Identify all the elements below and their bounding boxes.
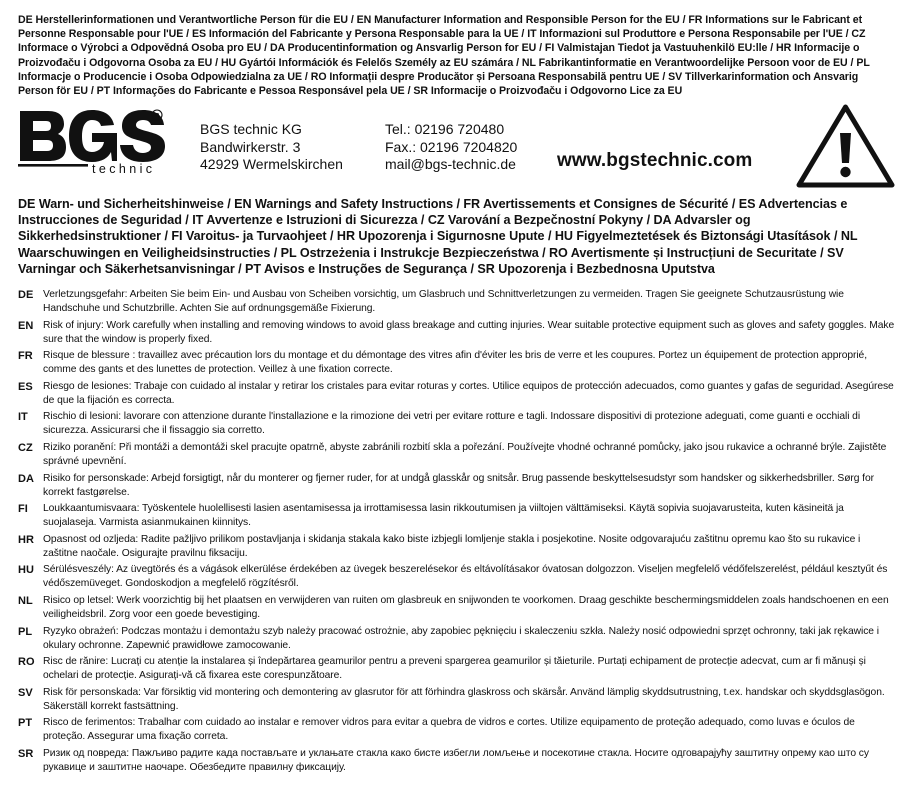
language-code: HU	[18, 564, 34, 577]
warning-item	[18, 441, 898, 472]
warning-text: Risk of injury: Work carefully when installing and removing windows to avoid glass breakage and cutting injuries. Wear suitable protective equipment such as gloves and safety goggles. Make sure that the window is properly fixed.	[43, 319, 895, 345]
svg-text:technic: technic	[92, 162, 156, 175]
warning-text: Risiko for personskade: Arbejd forsigtigt, når du monterer og fjerner ruder, for at undgå glasskår og snitsår. Brug passende beskyttelsesudstyr som handsker og sikkerhedsbriller. Sørg for korrekt fastgørelse.	[43, 472, 874, 498]
warning-triangle-icon	[795, 103, 896, 189]
bgs-technic-logo	[18, 107, 166, 175]
language-code: ES	[18, 380, 33, 393]
warning-text: Risc de rănire: Lucrați cu atenție la instalarea și îndepărtarea geamurilor pentru a preveni spargerea geamurilor și tăieturile. Purtați echipament de protecție adecvat, cum ar fi mănuși și ochelari de protecție. Asigurați-vă că fixarea este corespunzătoare.	[43, 656, 866, 682]
warning-item	[18, 533, 898, 564]
warning-text: Ризик од повреда: Пажљиво радите када постављате и уклањате стакла како бисте избегли ломљење и посекотине стакла. Носите одговарајућу заштитну опрему као што су рукавице и заштитне наочаре. Обезбедите правилну фиксацију.	[43, 747, 869, 773]
warning-text: Verletzungsgefahr: Arbeiten Sie beim Ein- und Ausbau von Scheiben vorsichtig, um Glasbruch und Schnittverletzungen zu vermeiden. Tragen Sie geeignete Schutzausrüstung wie Handschuhe und Schutzbrille. Achten Sie auf ordnungsgemäße Fixierung.	[43, 289, 844, 314]
warning-text: Rischio di lesioni: lavorare con attenzione durante l'installazione e la rimozione dei vetri per evitare rotture e tagli. Indossare dispositivi di protezione adeguati, come guanti e occhiali di sicurezza. Assicurarsi che il fissaggio sia corretto.	[43, 411, 861, 437]
warning-item	[18, 380, 898, 411]
svg-text:R: R	[154, 112, 160, 120]
language-code: EN	[18, 319, 34, 332]
warning-text: Riesgo de lesiones: Trabaje con cuidado al instalar y retirar los cristales para evitar roturas y cortes. Utilice equipos de protección adecuados, como guantes y gafas de seguridad. Asegúrese de que la fijación es correcta.	[43, 380, 894, 406]
warning-item	[18, 594, 898, 625]
language-code: IT	[18, 411, 28, 424]
warning-text: Ryzyko obrażeń: Podczas montażu i demontażu szyb należy pracować ostrożnie, aby zapobiec pęknięciu i skaleczeniu szkła. Należy nosić odpowiedni sprzęt ochronny, taki jak rękawice i okulary ochronne. Zapewnić prawidłowe zamocowanie.	[43, 625, 879, 651]
warning-text: Opasnost od ozljeda: Radite pažljivo prilikom postavljanja i skidanja stakala kako biste izbjegli lomljenje stakla i posjekotine. Nosite odgovarajuću zaštitnu opremu kao što su rukavice i zaštitne naočale. Osigurajte pravilnu fiksaciju.	[43, 533, 861, 559]
warning-item	[18, 319, 898, 350]
warnings-list	[18, 288, 898, 778]
language-code: PL	[18, 625, 33, 638]
warning-item	[18, 502, 898, 533]
email: mail@bgs-technic.de	[385, 156, 516, 172]
language-code: SR	[18, 747, 34, 760]
fax: Fax.: 02196 7204820	[385, 138, 518, 155]
language-code: PT	[18, 717, 33, 730]
contact-details	[385, 121, 517, 174]
language-code: SV	[18, 686, 33, 699]
warning-text: Riziko poranění: Při montáži a demontáži skel pracujte opatrně, abyste zabránili rozbití skla a pořezání. Používejte vhodné ochranné pomůcky, jako jsou rukavice a ochranné brýle. Zajistěte správné upevnění.	[43, 441, 887, 467]
street: Bandwirkerstr. 3	[200, 138, 301, 155]
language-code: FR	[18, 350, 33, 363]
warning-item	[18, 563, 898, 594]
contact-block	[18, 103, 898, 189]
warning-text: Risco de ferimentos: Trabalhar com cuidado ao instalar e remover vidros para evitar a quebra de vidros e cortes. Utilize equipamento de proteção adequado, como luvas e óculos de proteção. Assegurar uma fixação correta.	[43, 717, 855, 743]
language-code: RO	[18, 656, 35, 669]
warning-item	[18, 747, 898, 778]
language-code: NL	[18, 594, 33, 607]
warning-item	[18, 410, 898, 441]
language-code: FI	[18, 503, 28, 516]
warnings-heading: DE Warn- und Sicherheitshinweise / EN Warnings and Safety Instructions / FR Avertissements et Consignes de Sécurité / ES Advertencias e Instrucciones de Seguridad / IT Avvertenze e Istruzioni di Sicurezza / CZ Varování a Bezpečnostní Pokyny / DA Advarsler og Sikkerhedsinstruktioner / FI Varoitus- ja Turvaohjeet / HR Upozorenja i Sigurnosne Upute / HU Figyelmeztetések és Biztonsági Utasítások / NL Waarschuwingen en Veiligheidsinstructies / PL Ostrzeżenia i Instrukcje Bezpieczeństwa / RO Avertismente și Instrucțiuni de Securitate / SV Varningar och Säkerhetsanvisningar / PT Avisos e Instruções de Segurança / SR Upozorenja i Bezbednosna Uputstva	[18, 197, 858, 276]
language-code: HR	[18, 533, 34, 546]
warning-text: Sérülésveszély: Az üvegtörés és a vágások elkerülése érdekében az üvegek beszerelésekor és eltávolításakor óvatosan dolgozzon. Viseljen megfelelő védőfelszerelést, például kesztyűt és védőszemüveget. Gondoskodjon a megfelelő rögzítésről.	[43, 564, 888, 590]
warning-item	[18, 655, 898, 686]
language-code: DE	[18, 289, 34, 301]
manufacturer-info-heading: DE Herstellerinformationen und Verantwortliche Person für die EU / EN Manufacturer Information and Responsible Person for the EU / FR Informations sur le Fabricant et Personne Responsable pour l'UE / ES Información del Fabricante y Persona Responsable para la UE / IT Informazioni sul Produttore e Persona Responsabile per l'UE / CZ Informace o Výrobci a Odpovědná Osoba pro EU / DA Producentinformation og Ansvarlig Person for EU / FI Valmistajan Tiedot ja Vastuuhenkilö EU:lle / HR Informacije o Proizvođaču i Odgovorna Osoba za EU / HU Gyártói Információk és Felelős Személy az EU számára / NL Fabrikantinformatie en Verantwoordelijke Persoon voor de EU / PL Informacje o Producencie i Osoba Odpowiedzialna za UE / RO Informații despre Producător și Persoana Responsabilă pentru UE / SV Tillverkarinformation och Ansvarig Person för EU / PT Informações do Fabricante e Pessoa Responsável pela UE / SR Informacije o Proizvođaču i Odgovorno Lice za EU	[18, 14, 870, 98]
warning-item	[18, 349, 898, 380]
warning-text: Risico op letsel: Werk voorzichtig bij het plaatsen en verwijderen van ruiten om glasbreuk en snijwonden te voorkomen. Draag geschikte beschermingsmiddelen zoals handschoenen en een veiligheidsbril. Zorg voor een goede bevestiging.	[43, 594, 889, 620]
warning-item	[18, 625, 898, 656]
warning-text: Risk för personskada: Var försiktig vid montering och demontering av glasrutor för att förhindra glaskross och skärsår. Använd lämplig skyddsutrustning, t.ex. handskar och skyddsglasögon. Säkerställ korrekt fastsättning.	[43, 686, 885, 712]
warning-item	[18, 716, 898, 747]
company-name: BGS technic KG	[200, 121, 302, 137]
city: 42929 Wermelskirchen	[200, 156, 343, 172]
warning-text: Loukkaantumisvaara: Työskentele huolellisesti lasien asentamisessa ja irrottamisessa lasin rikkoutumisen ja viiltojen välttämiseksi. Käytä sopivia suojavarusteita, kuten käsineitä ja suojalaseja. Varmista asianmukainen kiinnitys.	[43, 503, 844, 529]
warning-item	[18, 472, 898, 503]
address-block	[200, 121, 343, 174]
language-code: DA	[18, 472, 34, 485]
website: www.bgstechnic.com	[557, 150, 753, 171]
warning-text: Risque de blessure : travaillez avec précaution lors du montage et du démontage des vitres afin d'éviter les bris de verre et les coupures. Portez un équipement de protection approprié, comme des gants et des lunettes de protection. Veillez à une fixation correcte.	[43, 350, 867, 376]
warning-item	[18, 686, 898, 717]
warning-item	[18, 288, 898, 319]
phone: Tel.: 02196 720480	[385, 121, 505, 137]
language-code: CZ	[18, 441, 33, 454]
